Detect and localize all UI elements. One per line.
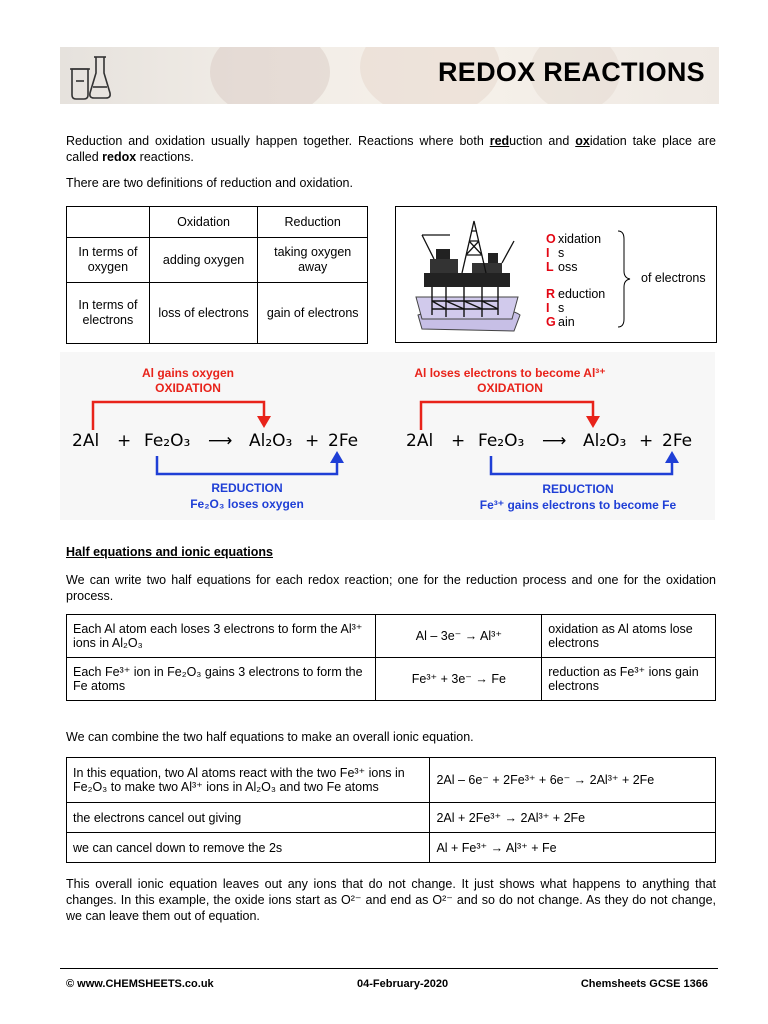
header-banner: [60, 47, 719, 104]
right-eq-plus2: +: [639, 431, 654, 451]
oil-rig-illustration: [414, 215, 522, 333]
cell-red-electrons: gain of electrons: [258, 283, 368, 344]
combine-eq-2: 2Al + 2Fe³⁺ → 2Al³⁺ + 2Fe: [430, 803, 716, 833]
mnemonic-l: L oss: [546, 260, 578, 274]
mnemonic-r: R eduction: [546, 287, 606, 301]
cell-red-oxygen: taking oxygen away: [258, 238, 368, 283]
mnemonic-i1: I s: [546, 246, 565, 260]
mnemonic-g: G ain: [546, 315, 575, 329]
left-ox-label-1: Al gains oxygen: [141, 366, 235, 380]
right-red-label-2: Fe³⁺ gains electrons to become Fe: [479, 498, 677, 512]
left-eq-arrow: ⟶: [208, 431, 233, 451]
right-eq-arrow: ⟶: [542, 431, 567, 451]
left-red-label-2: Fe₂O₃ loses oxygen: [190, 497, 304, 511]
half-eq-2: Fe³⁺ + 3e⁻ → Fe: [376, 658, 542, 701]
section-heading: Half equations and ionic equations: [66, 545, 273, 559]
combine-intro: We can combine the two half equations to make an overall ionic equation.: [66, 730, 474, 744]
footer-reference: Chemsheets GCSE 1366: [580, 978, 708, 990]
combine-desc-3: we can cancel down to remove the 2s: [67, 833, 430, 863]
table-row: [67, 833, 716, 863]
half-note-1: oxidation as Al atoms lose electrons: [542, 615, 716, 658]
mnemonic-i2: I s: [546, 301, 565, 315]
left-eq-plus1: +: [117, 431, 132, 451]
mnemonic-o: O xidation: [546, 232, 602, 246]
table-row: [67, 658, 716, 701]
right-eq-2fe: 2Fe: [662, 431, 693, 451]
footer-date: 04-February-2020: [357, 978, 449, 990]
table-row: [67, 758, 716, 803]
lab-glassware-icon: [66, 51, 114, 101]
right-eq-al2o3: Al₂O₃: [583, 431, 627, 451]
table-row: [67, 803, 716, 833]
footer-divider: [60, 968, 718, 969]
right-ox-label-2: OXIDATION: [477, 381, 543, 395]
combine-eq-3: Al + Fe³⁺ → Al³⁺ + Fe: [430, 833, 716, 863]
page-title: REDOX REACTIONS: [437, 57, 705, 87]
left-eq-2al: 2Al: [72, 431, 100, 451]
left-eq-2fe: 2Fe: [328, 431, 359, 451]
ionic-equation-table: [66, 757, 716, 863]
half-desc-1: Each Al atom each loses 3 electrons to form the Al³⁺ ions in Al₂O₃: [67, 615, 376, 658]
right-eq-fe2o3: Fe₂O₃: [478, 431, 525, 451]
cell-ox-oxygen: adding oxygen: [149, 238, 258, 283]
cell-ox-electrons: loss of electrons: [149, 283, 258, 344]
table-row: [67, 615, 716, 658]
right-eq-2al: 2Al: [406, 431, 434, 451]
left-ox-label-2: OXIDATION: [155, 381, 221, 395]
col-header-oxidation: Oxidation: [149, 207, 258, 238]
left-red-label-1: REDUCTION: [211, 481, 283, 495]
half-intro: We can write two half equations for each redox reaction; one for the reduction process and one for the oxidation process.: [66, 573, 716, 603]
oil-rig-box: [395, 206, 717, 343]
combine-eq-1: 2Al – 6e⁻ + 2Fe³⁺ + 6e⁻ → 2Al³⁺ + 2Fe: [430, 758, 716, 803]
intro-paragraph: Reduction and oxidation usually happen together. Reactions where both reduction and oxidation take place are called redox reactions.: [66, 134, 716, 164]
closing-paragraph: This overall ionic equation leaves out any ions that do not change. It just shows what happens to anything that changes. In this example, the oxide ions start as O²⁻ and end as O²⁻ and so do not change. As they do not change, we can leave them out of equation.: [66, 877, 716, 923]
right-red-label-1: REDUCTION: [542, 482, 614, 496]
row-label-electrons: In terms of electrons: [67, 283, 150, 344]
left-eq-plus2: +: [305, 431, 320, 451]
definitions-table: [66, 206, 368, 344]
half-desc-2: Each Fe³⁺ ion in Fe₂O₃ gains 3 electrons to form the Fe atoms: [67, 658, 376, 701]
half-equations-table: [66, 614, 716, 701]
right-ox-label-1: Al loses electrons to become Al³⁺: [414, 366, 606, 380]
right-eq-plus1: +: [451, 431, 466, 451]
half-note-2: reduction as Fe³⁺ ions gain electrons: [542, 658, 716, 701]
of-electrons-label: of electrons: [641, 271, 706, 285]
combine-desc-2: the electrons cancel out giving: [67, 803, 430, 833]
col-header-reduction: Reduction: [258, 207, 368, 238]
left-eq-al2o3: Al₂O₃: [249, 431, 293, 451]
left-eq-fe2o3: Fe₂O₃: [144, 431, 191, 451]
definitions-intro: There are two definitions of reduction and oxidation.: [66, 176, 353, 190]
footer-website: © www.CHEMSHEETS.co.uk: [66, 978, 214, 990]
table-corner: [67, 207, 150, 238]
brace-icon: [616, 229, 632, 329]
combine-desc-1: In this equation, two Al atoms react with the two Fe³⁺ ions in Fe₂O₃ to make two Al³⁺ ions in Al₂O₃ and two Fe atoms: [67, 758, 430, 803]
redox-diagram: [60, 352, 715, 520]
half-eq-1: Al – 3e⁻ → Al³⁺: [376, 615, 542, 658]
row-label-oxygen: In terms of oxygen: [67, 238, 150, 283]
